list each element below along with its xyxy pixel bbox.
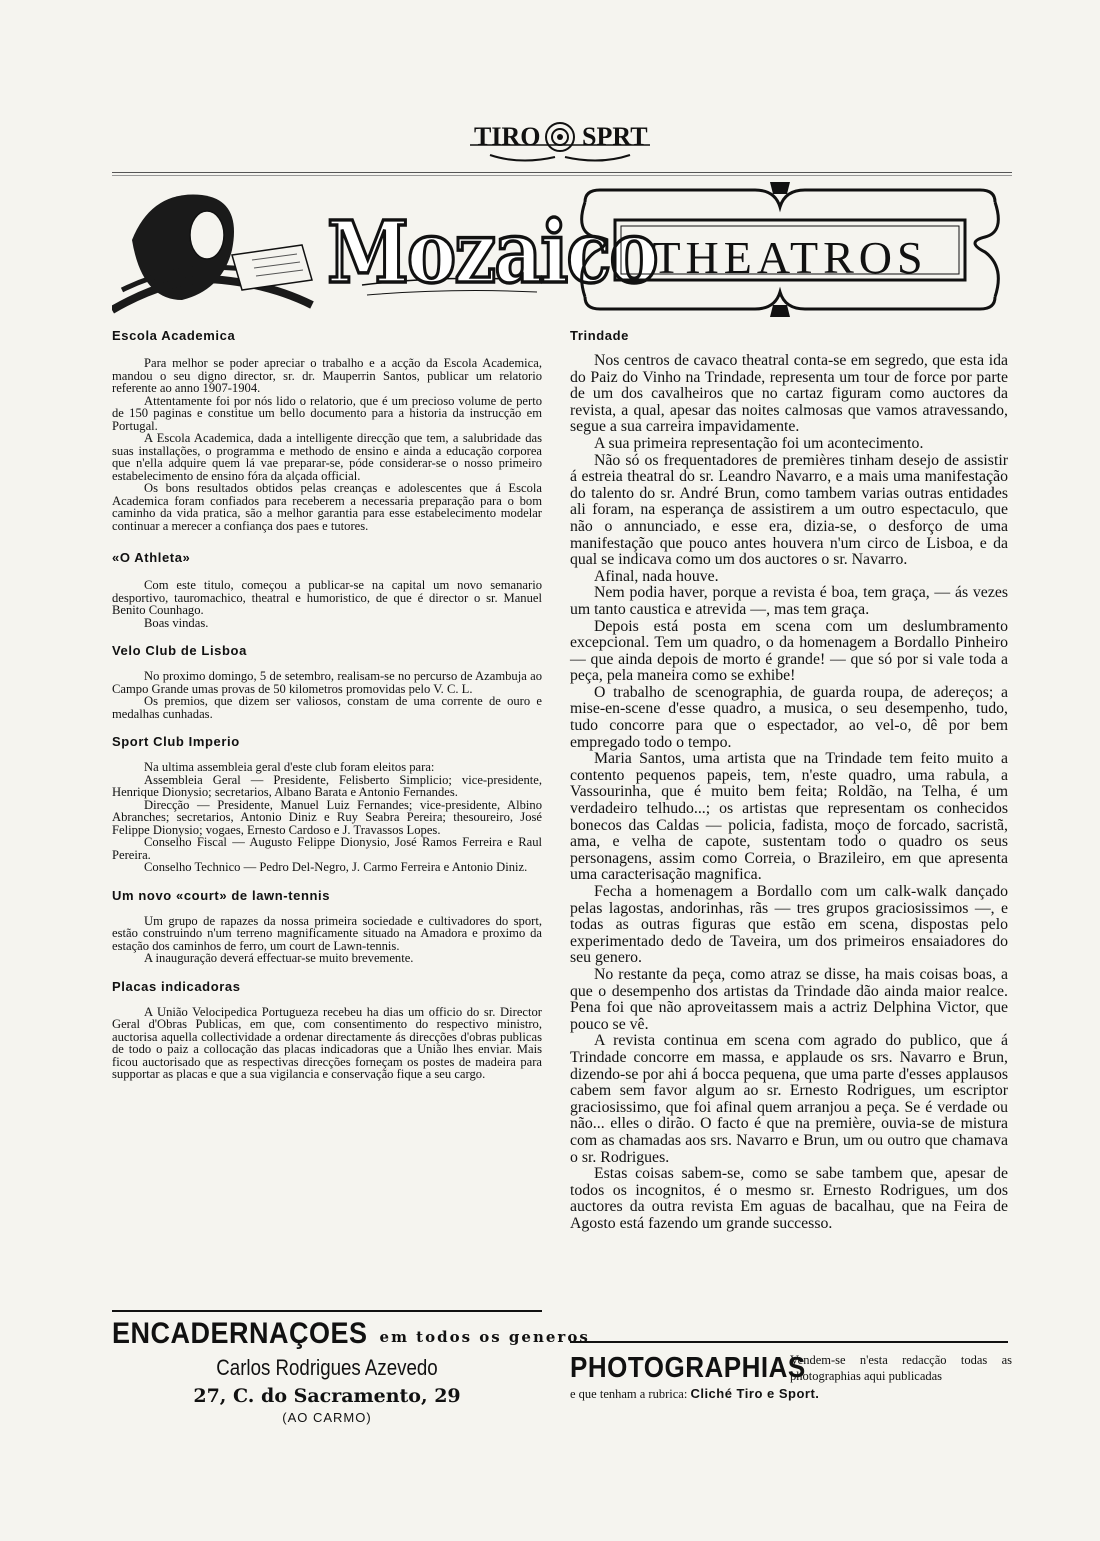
paragraph: Fecha a homenagem a Bordallo com um calk-walk dançado pelas lagostas, andorinhas, rãs — tres grupos graciosissimos —, e todas as outras figuras que estão em scena, dispostas pelo experimentado dedo de Taveira, um dos primeiros ensaiadores do seu genero.	[570, 883, 1008, 967]
article-body	[112, 915, 542, 965]
article-body	[112, 357, 542, 532]
paragraph: Nem podia haver, porque a revista é boa, tem graça, — ás vezes um tanto caustica e atrevida —, mas tem graça.	[570, 584, 1008, 618]
theatros-title: THEATROS	[652, 232, 928, 283]
masthead-rule	[112, 172, 1012, 173]
bookbinding-advert	[112, 1316, 590, 1425]
masthead-rule-thin	[112, 175, 1012, 176]
article-body	[112, 579, 542, 629]
paragraph: Conselho Fiscal — Augusto Felippe Dionysio, José Ramos Ferreira e Raul Pereira.	[112, 835, 542, 862]
paragraph: Afinal, nada houve.	[594, 567, 719, 585]
paragraph: Depois está posta em scena com um deslumbramento excepcional. Tem um quadro, o da homenagem a Bordallo Pinheiro — que ainda depois de morto é grande! — que só por si vale toda a peça, pela maneira como se exhibe!	[570, 617, 1008, 685]
section-heading: Placas indicadoras	[112, 978, 241, 994]
theatros-header	[575, 182, 1005, 317]
article-body	[112, 761, 542, 874]
advert-divider	[112, 1310, 542, 1312]
paragraph: A Escola Academica, dada a intelligente direcção que tem, a salubridade das suas installações, o programma e methodo de ensino e ainda a educação corporea que n'ella adquire quem lá vae preparar-se, póde considerar-se o nosso primeiro estabelecimento de ensino fóra da alçada official.	[112, 431, 542, 483]
advert-description: Vendem-se n'esta redacção todas as photographias aqui publicadas	[790, 1353, 1012, 1383]
mozaico-title: Mozaico	[327, 204, 657, 303]
section-heading: Velo Club de Lisboa	[112, 643, 247, 658]
advert-address: 27, C. do Sacramento, 29	[193, 1385, 461, 1407]
advert-location: (AO CARMO)	[282, 1410, 372, 1425]
section-heading: Escola Academica	[112, 328, 236, 343]
advert-title: PHOTOGRAPHIAS	[570, 1350, 806, 1384]
advert-divider	[570, 1341, 1008, 1343]
mozaico-header	[112, 180, 657, 320]
paragraph: O trabalho de scenographia, de guarda roupa, de adereços; a mise-en-scene d'esse quadro, a musica, o seu desempenho, tudo, tudo concorre para que o espectador, ao vel-o, dê por bem empregado todo o tempo.	[570, 683, 1008, 751]
paragraph: Para melhor se poder apreciar o trabalho e a acção da Escola Academica, mandou o seu digno director, sr. dr. Mauperrin Santos, publicar um relatorio referente ao anno 1907-1904.	[112, 356, 542, 395]
paragraph: Os bons resultados obtidos pelas creanças e adolescentes que á Escola Academica foram confiados para receberem a necessaria preparação para o bom caminho da vida pratica, são a melhor garantia para esse estabelecimento modelar continuar a merecer a confiança dos paes e tutores.	[112, 481, 542, 533]
paragraph: No restante da peça, como atraz se disse, ha mais coisas boas, a que o desempenho dos artistas da Trindade dão ainda maior realce. Pena foi que não aproveitassem mais a actriz Delphina Victor, que pouco se vê.	[570, 965, 1008, 1033]
svg-text:SPRT: SPRT	[582, 122, 648, 151]
article-body	[112, 1006, 542, 1081]
left-column	[112, 328, 542, 1081]
section-heading: «O Athleta»	[112, 550, 191, 565]
section-heading: Um novo «court» de lawn-tennis	[112, 887, 331, 903]
paragraph: Estas coisas sabem-se, como se sabe tambem que, apesar de todos os incognitos, é o mesmo sr. Ernesto Rodrigues, um dos auctores da outra revista Em aguas de bacalhau, que na Feira de Agosto está fazendo um grande successo.	[570, 1165, 1008, 1232]
paragraph: Direcção — Presidente, Manuel Luiz Fernandes; vice-presidente, Albino Abranches; secretarios, Antonio Diniz e Ruy Seabra Pereira; thesoureiro, José Felippe Dionysio; vogaes, Ernesto Cardoso e J. Travassos Lopes.	[112, 797, 542, 837]
advert-owner: Carlos Rodrigues Azevedo	[216, 1355, 438, 1380]
right-column	[570, 328, 1008, 1232]
paragraph: Maria Santos, uma artista que na Trindade tem feito muito a contento pequenos papeis, tem, n'este quadro, uma rabula, a Vassourinha, que é muito bem feita; Roldão, na Telha, é um verdadeiro telhudo...; os artistas que representam os conhecidos bonecos das Caldas — policia, fadista, moço de forcado, sacristã, ama, e velha de capote, sustentam todo o quadro os seus personagens, assim como Correia, o Brazileiro, em que apresenta uma caracterisação magnifica.	[570, 750, 1008, 884]
paragraph: Um grupo de rapazes da nossa primeira sociedade e cultivadores do sport, estão construindo n'um terreno magnificamente situado na Amadora e proximo da estação dos caminhos de ferro, um court de Lawn-tennis.	[112, 913, 542, 953]
paragraph: A União Velocipedica Portugueza recebeu ha dias um officio do sr. Director Geral d'Obras Publicas, em que, com consentimento do respectivo ministro, auctorisa aquella collectividade a ordenar directamente ás direcções d'obras publicas de todo o paiz a collocação das placas indicadoras que a União lhes enviar. Mais ficou auctorisado que as respectivas direcções forneçam os postes de madeira para supportar as placas e que a sua vigilancia e conservação fique a seu cargo.	[112, 1004, 542, 1081]
paragraph: Assembleia Geral — Presidente, Felisberto Simplicio; vice-presidente, Henrique Dionysio; secretarios, Albano Barata e Antonio Fernandes.	[112, 772, 542, 799]
paragraph: Attentamente foi por nós lido o relatorio, que é um precioso volume de perto de 150 paginas e constitue um bello documento para a historia da instrucção em Portugal.	[112, 393, 542, 433]
paragraph: Com este titulo, começou a publicar-se na capital um novo semanario desportivo, tauromachico, theatral e humoristico, de que é director o sr. Manuel Benito Counhago.	[112, 578, 542, 617]
svg-text:TIRO: TIRO	[474, 122, 541, 151]
paragraph: Na ultima assembleia geral d'este club foram eleitos para:	[144, 760, 435, 774]
paragraph: Não só os frequentadores de premières tinham desejo de assistir á estreia theatral do sr. Leandro Navarro, e a mais uma manifestação do talento do sr. André Brun, como tambem varias outras entidades ali foram, na esperança de assistirem a um outro espectaculo, que não o annunciado, e esse era, dizia-se, o desforço de uma manifestação que pouco antes houvera n'um circo de Lisboa, e da qual se indicava como um dos auctores o sr. Navarro.	[570, 451, 1008, 569]
masthead-logo	[460, 115, 660, 167]
section-heading: Trindade	[570, 328, 629, 343]
article-body	[570, 353, 1008, 1232]
advert-line	[570, 1386, 1008, 1402]
paragraph: A revista continua em scena com agrado do publico, que á Trindade concorre em massa, e applaude os srs. Navarro e Brun, dizendo-se por ahi á bocca pequena, que uma parte d'esses applausos cabem sem favor algum ao sr. Ernesto Rodrigues, um escriptor graciosissimo, que foi afinal quem arranjou a peça. Se é verdade ou não... elles o dirão. O facto é que na première, ouvia-se de mistura com as chamadas aos srs. Navarro e Brun, um ou outro que chamava o sr. Rodrigues.	[570, 1032, 1008, 1166]
paragraph: Boas vindas.	[144, 615, 209, 630]
paragraph: A sua primeira representação foi um acontecimento.	[594, 434, 924, 452]
paragraph: No proximo domingo, 5 de setembro, realisam-se no percurso de Azambuja ao Campo Grande umas provas de 50 kilometros promovidas pelo V. C. L.	[112, 669, 542, 696]
advert-headline	[112, 1316, 590, 1350]
paragraph: A inauguração deverá effectuar-se muito brevemente.	[144, 951, 414, 965]
advert-rubric-text: e que tenham a rubrica:	[570, 1387, 688, 1401]
paragraph: Nos centros de cavaco theatral conta-se em segredo, que esta ida do Paiz do Vinho na Trindade, representa um tour de force por parte de um dos cavalheiros que no cartaz figuram como auctores da revista, a qual, apesar das noites calmosas que vamos atravessando, segue a sua carreira impavidamente.	[570, 352, 1008, 436]
advert-tagline: em todos os generos	[379, 1328, 590, 1346]
paragraph: Conselho Technico — Pedro Del-Negro, J. Carmo Ferreira e Antonio Diniz.	[144, 860, 528, 874]
section-heading: Sport Club Imperio	[112, 734, 240, 749]
article-body	[112, 670, 542, 720]
advert-title: ENCADERNAÇOES	[112, 1316, 368, 1350]
paragraph: Os premios, que dizem ser valiosos, constam de uma corrente de ouro e medalhas cunhadas.	[112, 694, 542, 721]
photographs-advert	[570, 1350, 1012, 1402]
advert-rubric: Cliché Tiro e Sport.	[690, 1386, 820, 1401]
